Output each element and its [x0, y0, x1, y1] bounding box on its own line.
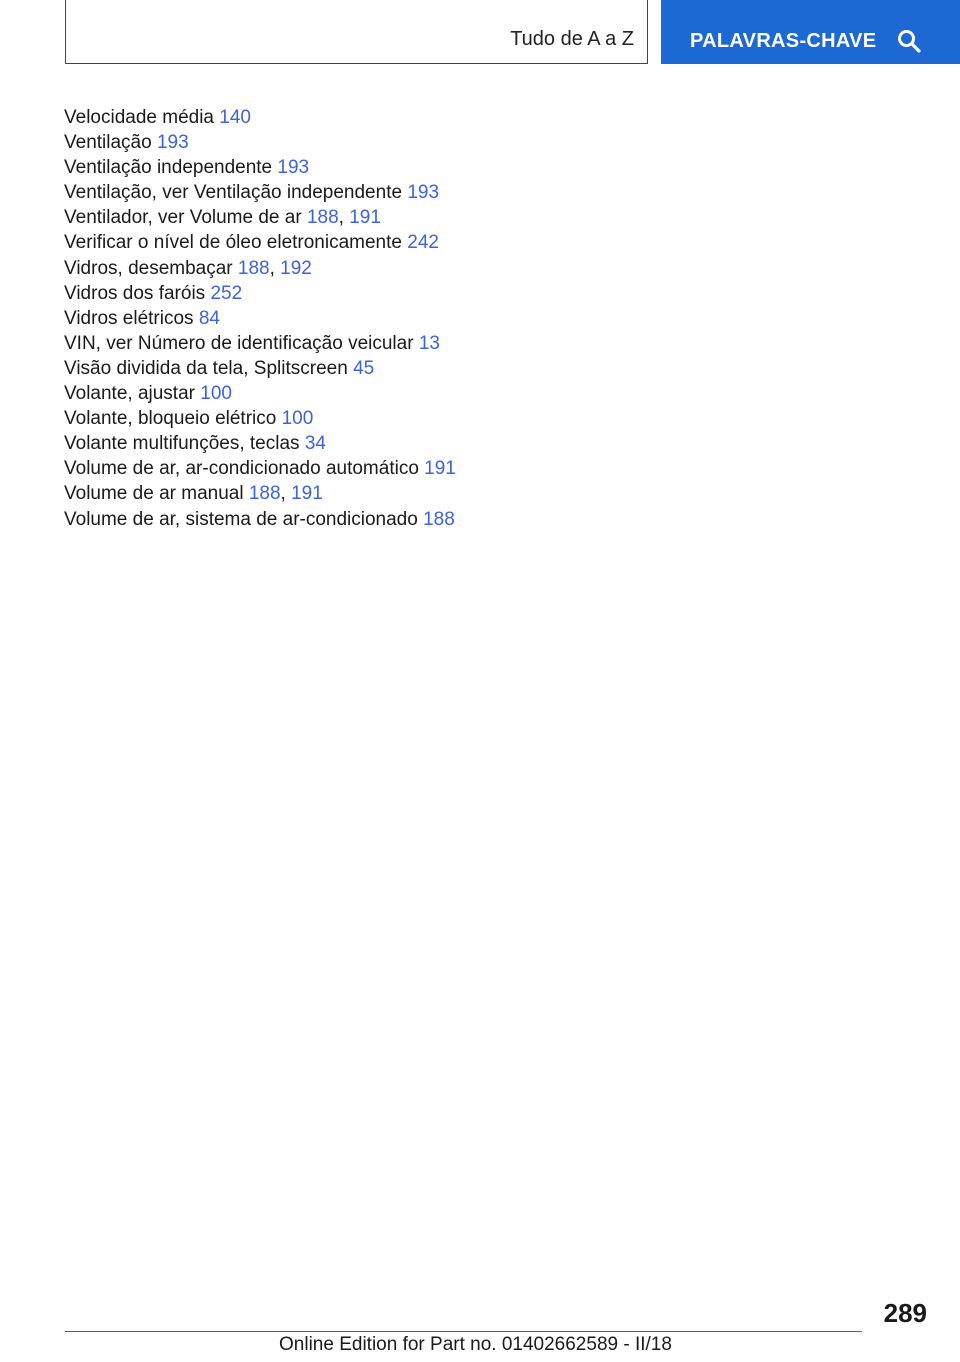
- page-link[interactable]: 13: [418, 332, 440, 354]
- index-entry: [64, 180, 456, 205]
- edition-note: Online Edition for Part no. 01402662589 - II/18: [279, 1334, 672, 1355]
- header-box: [65, 0, 648, 64]
- index-entry: [64, 256, 456, 281]
- page-link[interactable]: 45: [353, 357, 375, 379]
- index-entry-term: Vidros elétricos: [64, 307, 194, 329]
- page-number: 289: [883, 1298, 927, 1328]
- footer-divider: [65, 1331, 862, 1332]
- index-entry-term: Volume de ar, ar-condicionado automático: [64, 458, 419, 480]
- page-separator: ,: [269, 257, 281, 279]
- page-link[interactable]: 100: [281, 408, 314, 430]
- index-entry-term: Ventilação independente: [64, 157, 273, 179]
- page-link[interactable]: 100: [200, 383, 232, 405]
- index-entry: [64, 130, 456, 155]
- page-link[interactable]: 34: [304, 433, 326, 455]
- index-entry: [64, 306, 456, 331]
- page-link[interactable]: 193: [156, 132, 189, 154]
- index-entry-term: Volante, ajustar: [64, 383, 195, 405]
- index-entry: [64, 507, 456, 532]
- page-link[interactable]: 140: [219, 107, 251, 128]
- index-entry: [64, 406, 456, 431]
- index-entry-term: Vidros, desembaçar: [64, 257, 233, 279]
- index-entry: [64, 431, 456, 456]
- index-entry-term: Visão dividida da tela, Splitscreen: [64, 357, 348, 379]
- index-entry-term: Ventilação: [64, 132, 152, 154]
- index-entry: [64, 281, 456, 306]
- index-entry-term: Volume de ar manual: [64, 483, 244, 505]
- search-icon: [896, 28, 922, 54]
- index-entry-term: Vidros dos faróis: [64, 282, 206, 304]
- page-separator: ,: [280, 483, 292, 505]
- index-entry-term: Volante multifunções, teclas: [64, 433, 300, 455]
- keywords-button[interactable]: [661, 0, 960, 64]
- index-entry: [64, 230, 456, 255]
- page-link[interactable]: 188: [423, 508, 455, 530]
- page-separator: ,: [338, 207, 350, 229]
- page-link[interactable]: 188: [237, 257, 270, 279]
- index-entry: [64, 481, 456, 506]
- page-link[interactable]: 252: [210, 282, 243, 304]
- page-link[interactable]: 193: [407, 182, 440, 204]
- index-entry-term: Ventilação, ver Ventilação independente: [64, 182, 403, 204]
- index-entry: [64, 155, 456, 180]
- page-link[interactable]: 242: [407, 232, 439, 254]
- index-entry: [64, 456, 456, 481]
- page-link[interactable]: 193: [277, 157, 310, 179]
- index-entry-term: Volume de ar, sistema de ar-condicionado: [64, 508, 418, 530]
- page-link[interactable]: 84: [198, 307, 220, 329]
- page-link[interactable]: 188: [248, 483, 281, 505]
- index-entry: [64, 331, 456, 356]
- index-entry-term: Ventilador, ver Volume de ar: [64, 207, 302, 229]
- page-link[interactable]: 191: [291, 483, 323, 505]
- index-entry: [64, 381, 456, 406]
- index-entry: [64, 356, 456, 381]
- index-entry: [64, 205, 456, 230]
- section-title: Tudo de A a Z: [510, 28, 634, 50]
- index-entry-term: VIN, ver Número de identificação veicular: [64, 332, 414, 354]
- keywords-button-label: PALAVRAS-CHAVE: [690, 29, 877, 52]
- index-entry-term: Verificar o nível de óleo eletronicamente: [64, 232, 402, 254]
- index-entry: [64, 105, 456, 130]
- page-link[interactable]: 188: [306, 207, 339, 229]
- index-entry-term: Velocidade média: [64, 107, 214, 128]
- page-link[interactable]: 191: [349, 207, 381, 229]
- page-link[interactable]: 191: [424, 458, 456, 480]
- index-entry-term: Volante, bloqueio elétrico: [64, 408, 277, 430]
- index-list: [64, 105, 456, 532]
- page-link[interactable]: 192: [280, 257, 312, 279]
